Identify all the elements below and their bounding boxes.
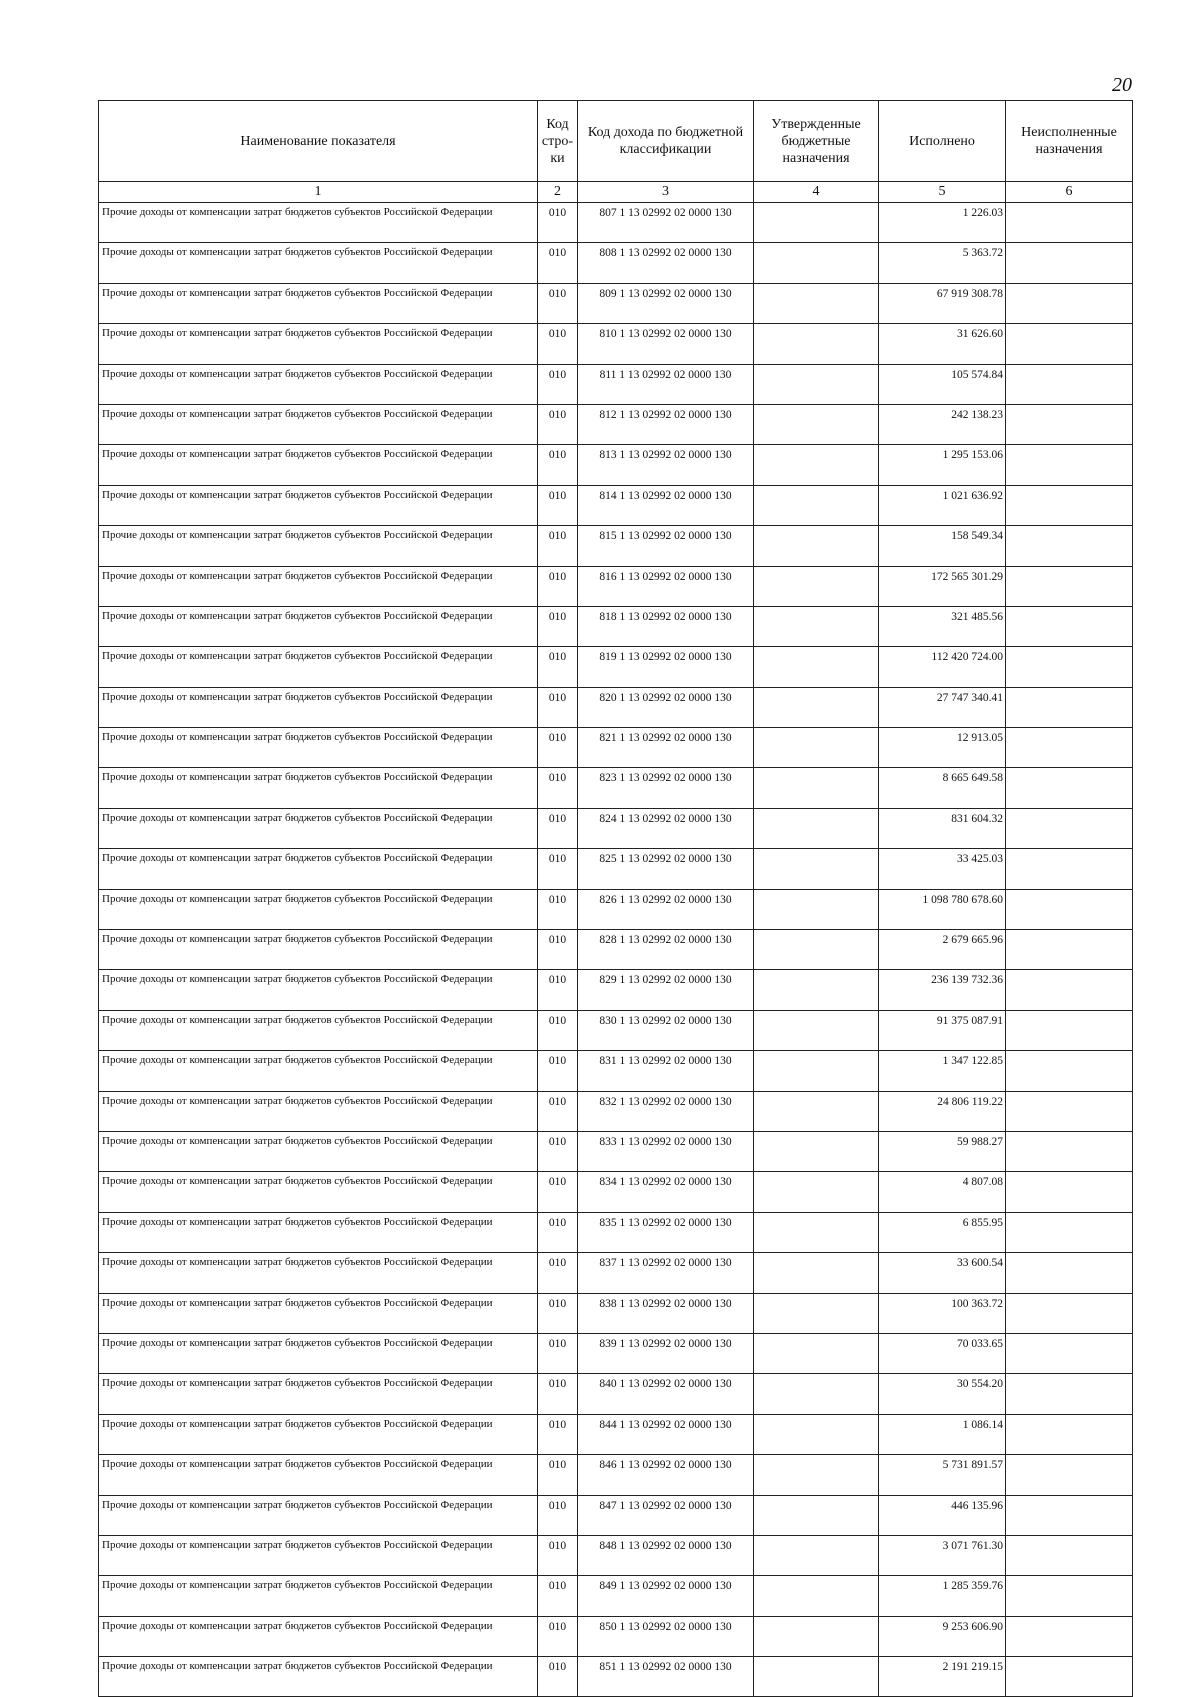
cell-unexecuted bbox=[1006, 930, 1133, 970]
cell-unexecuted bbox=[1006, 1131, 1133, 1171]
cell-unexecuted bbox=[1006, 1293, 1133, 1333]
table-row bbox=[99, 1657, 1133, 1697]
cell-executed: 2 679 665.96 bbox=[879, 930, 1006, 970]
table-row bbox=[99, 1131, 1133, 1171]
cell-unexecuted bbox=[1006, 1414, 1133, 1454]
cell-line-code: 010 bbox=[538, 1657, 578, 1697]
cell-unexecuted bbox=[1006, 606, 1133, 646]
cell-unexecuted bbox=[1006, 1212, 1133, 1252]
cell-income-code: 826 1 13 02992 02 0000 130 bbox=[578, 889, 754, 929]
cell-income-code: 821 1 13 02992 02 0000 130 bbox=[578, 728, 754, 768]
table-row bbox=[99, 1253, 1133, 1293]
cell-executed: 4 807.08 bbox=[879, 1172, 1006, 1212]
cell-line-code: 010 bbox=[538, 1253, 578, 1293]
cell-income-code: 834 1 13 02992 02 0000 130 bbox=[578, 1172, 754, 1212]
cell-executed: 5 363.72 bbox=[879, 243, 1006, 283]
cell-income-code: 829 1 13 02992 02 0000 130 bbox=[578, 970, 754, 1010]
cell-approved bbox=[754, 1495, 879, 1535]
cell-line-code: 010 bbox=[538, 808, 578, 848]
column-number: 2 bbox=[538, 182, 578, 203]
cell-line-code: 010 bbox=[538, 1172, 578, 1212]
cell-line-code: 010 bbox=[538, 283, 578, 323]
table-row bbox=[99, 1576, 1133, 1616]
cell-indicator-name: Прочие доходы от компенсации затрат бюджетов субъектов Российской Федерации bbox=[99, 808, 538, 848]
cell-approved bbox=[754, 324, 879, 364]
cell-executed: 446 135.96 bbox=[879, 1495, 1006, 1535]
table-row bbox=[99, 768, 1133, 808]
cell-line-code: 010 bbox=[538, 1576, 578, 1616]
cell-executed: 91 375 087.91 bbox=[879, 1010, 1006, 1050]
cell-unexecuted bbox=[1006, 808, 1133, 848]
cell-unexecuted bbox=[1006, 485, 1133, 525]
cell-income-code: 847 1 13 02992 02 0000 130 bbox=[578, 1495, 754, 1535]
cell-income-code: 813 1 13 02992 02 0000 130 bbox=[578, 445, 754, 485]
cell-line-code: 010 bbox=[538, 930, 578, 970]
cell-executed: 1 098 780 678.60 bbox=[879, 889, 1006, 929]
cell-unexecuted bbox=[1006, 324, 1133, 364]
cell-approved bbox=[754, 606, 879, 646]
cell-unexecuted bbox=[1006, 1051, 1133, 1091]
cell-executed: 100 363.72 bbox=[879, 1293, 1006, 1333]
cell-approved bbox=[754, 1131, 879, 1171]
cell-income-code: 819 1 13 02992 02 0000 130 bbox=[578, 647, 754, 687]
cell-unexecuted bbox=[1006, 1576, 1133, 1616]
cell-executed: 59 988.27 bbox=[879, 1131, 1006, 1171]
cell-indicator-name: Прочие доходы от компенсации затрат бюджетов субъектов Российской Федерации bbox=[99, 768, 538, 808]
table-row bbox=[99, 1374, 1133, 1414]
cell-unexecuted bbox=[1006, 526, 1133, 566]
cell-line-code: 010 bbox=[538, 687, 578, 727]
revenue-table bbox=[98, 100, 1133, 1697]
cell-approved bbox=[754, 364, 879, 404]
cell-approved bbox=[754, 1010, 879, 1050]
cell-approved bbox=[754, 1576, 879, 1616]
cell-unexecuted bbox=[1006, 1333, 1133, 1373]
cell-unexecuted bbox=[1006, 566, 1133, 606]
cell-unexecuted bbox=[1006, 1253, 1133, 1293]
column-number: 6 bbox=[1006, 182, 1133, 203]
cell-approved bbox=[754, 889, 879, 929]
table-row bbox=[99, 1333, 1133, 1373]
cell-approved bbox=[754, 728, 879, 768]
table-row bbox=[99, 808, 1133, 848]
cell-indicator-name: Прочие доходы от компенсации затрат бюджетов субъектов Российской Федерации bbox=[99, 283, 538, 323]
cell-indicator-name: Прочие доходы от компенсации затрат бюджетов субъектов Российской Федерации bbox=[99, 364, 538, 404]
cell-indicator-name: Прочие доходы от компенсации затрат бюджетов субъектов Российской Федерации bbox=[99, 566, 538, 606]
cell-income-code: 835 1 13 02992 02 0000 130 bbox=[578, 1212, 754, 1252]
table-row bbox=[99, 1535, 1133, 1575]
cell-approved bbox=[754, 203, 879, 243]
cell-approved bbox=[754, 808, 879, 848]
cell-approved bbox=[754, 1172, 879, 1212]
cell-indicator-name: Прочие доходы от компенсации затрат бюджетов субъектов Российской Федерации bbox=[99, 849, 538, 889]
cell-line-code: 010 bbox=[538, 324, 578, 364]
cell-unexecuted bbox=[1006, 243, 1133, 283]
cell-approved bbox=[754, 1414, 879, 1454]
column-number: 5 bbox=[879, 182, 1006, 203]
cell-executed: 9 253 606.90 bbox=[879, 1616, 1006, 1656]
header-line-code: Код стро-ки bbox=[538, 101, 578, 182]
header-unexecuted: Неисполненные назначения bbox=[1006, 101, 1133, 182]
cell-approved bbox=[754, 283, 879, 323]
cell-executed: 321 485.56 bbox=[879, 606, 1006, 646]
cell-income-code: 851 1 13 02992 02 0000 130 bbox=[578, 1657, 754, 1697]
cell-income-code: 838 1 13 02992 02 0000 130 bbox=[578, 1293, 754, 1333]
cell-approved bbox=[754, 1091, 879, 1131]
cell-executed: 1 226.03 bbox=[879, 203, 1006, 243]
cell-executed: 1 086.14 bbox=[879, 1414, 1006, 1454]
cell-indicator-name: Прочие доходы от компенсации затрат бюджетов субъектов Российской Федерации bbox=[99, 1172, 538, 1212]
cell-unexecuted bbox=[1006, 1091, 1133, 1131]
cell-income-code: 849 1 13 02992 02 0000 130 bbox=[578, 1576, 754, 1616]
cell-indicator-name: Прочие доходы от компенсации затрат бюджетов субъектов Российской Федерации bbox=[99, 324, 538, 364]
column-number: 3 bbox=[578, 182, 754, 203]
cell-indicator-name: Прочие доходы от компенсации затрат бюджетов субъектов Российской Федерации bbox=[99, 526, 538, 566]
cell-income-code: 833 1 13 02992 02 0000 130 bbox=[578, 1131, 754, 1171]
cell-indicator-name: Прочие доходы от компенсации затрат бюджетов субъектов Российской Федерации bbox=[99, 445, 538, 485]
cell-line-code: 010 bbox=[538, 1616, 578, 1656]
cell-line-code: 010 bbox=[538, 1293, 578, 1333]
cell-approved bbox=[754, 485, 879, 525]
cell-unexecuted bbox=[1006, 849, 1133, 889]
cell-executed: 8 665 649.58 bbox=[879, 768, 1006, 808]
cell-line-code: 010 bbox=[538, 1131, 578, 1171]
cell-income-code: 844 1 13 02992 02 0000 130 bbox=[578, 1414, 754, 1454]
cell-executed: 2 191 219.15 bbox=[879, 1657, 1006, 1697]
cell-line-code: 010 bbox=[538, 1535, 578, 1575]
cell-line-code: 010 bbox=[538, 1091, 578, 1131]
table-row bbox=[99, 930, 1133, 970]
cell-executed: 1 285 359.76 bbox=[879, 1576, 1006, 1616]
cell-line-code: 010 bbox=[538, 1051, 578, 1091]
cell-income-code: 830 1 13 02992 02 0000 130 bbox=[578, 1010, 754, 1050]
table-row bbox=[99, 203, 1133, 243]
cell-line-code: 010 bbox=[538, 647, 578, 687]
cell-line-code: 010 bbox=[538, 1212, 578, 1252]
cell-unexecuted bbox=[1006, 647, 1133, 687]
cell-unexecuted bbox=[1006, 687, 1133, 727]
cell-executed: 172 565 301.29 bbox=[879, 566, 1006, 606]
cell-approved bbox=[754, 768, 879, 808]
cell-income-code: 840 1 13 02992 02 0000 130 bbox=[578, 1374, 754, 1414]
cell-executed: 105 574.84 bbox=[879, 364, 1006, 404]
cell-line-code: 010 bbox=[538, 485, 578, 525]
cell-indicator-name: Прочие доходы от компенсации затрат бюджетов субъектов Российской Федерации bbox=[99, 1414, 538, 1454]
cell-indicator-name: Прочие доходы от компенсации затрат бюджетов субъектов Российской Федерации bbox=[99, 970, 538, 1010]
cell-line-code: 010 bbox=[538, 243, 578, 283]
cell-line-code: 010 bbox=[538, 203, 578, 243]
cell-executed: 158 549.34 bbox=[879, 526, 1006, 566]
cell-line-code: 010 bbox=[538, 1495, 578, 1535]
table-row bbox=[99, 1414, 1133, 1454]
cell-indicator-name: Прочие доходы от компенсации затрат бюджетов субъектов Российской Федерации bbox=[99, 728, 538, 768]
table-row bbox=[99, 970, 1133, 1010]
cell-income-code: 807 1 13 02992 02 0000 130 bbox=[578, 203, 754, 243]
cell-line-code: 010 bbox=[538, 849, 578, 889]
cell-line-code: 010 bbox=[538, 566, 578, 606]
cell-executed: 1 295 153.06 bbox=[879, 445, 1006, 485]
cell-indicator-name: Прочие доходы от компенсации затрат бюджетов субъектов Российской Федерации bbox=[99, 1616, 538, 1656]
table-row bbox=[99, 283, 1133, 323]
cell-income-code: 825 1 13 02992 02 0000 130 bbox=[578, 849, 754, 889]
table-row bbox=[99, 1616, 1133, 1656]
header-income-code: Код дохода по бюджетной классификации bbox=[578, 101, 754, 182]
cell-unexecuted bbox=[1006, 889, 1133, 929]
cell-indicator-name: Прочие доходы от компенсации затрат бюджетов субъектов Российской Федерации bbox=[99, 1374, 538, 1414]
table-row bbox=[99, 445, 1133, 485]
cell-indicator-name: Прочие доходы от компенсации затрат бюджетов субъектов Российской Федерации bbox=[99, 485, 538, 525]
cell-executed: 67 919 308.78 bbox=[879, 283, 1006, 323]
cell-executed: 24 806 119.22 bbox=[879, 1091, 1006, 1131]
cell-approved bbox=[754, 445, 879, 485]
cell-approved bbox=[754, 1051, 879, 1091]
cell-indicator-name: Прочие доходы от компенсации затрат бюджетов субъектов Российской Федерации bbox=[99, 1253, 538, 1293]
cell-executed: 6 855.95 bbox=[879, 1212, 1006, 1252]
header-indicator-name: Наименование показателя bbox=[99, 101, 538, 182]
cell-income-code: 850 1 13 02992 02 0000 130 bbox=[578, 1616, 754, 1656]
cell-executed: 31 626.60 bbox=[879, 324, 1006, 364]
cell-unexecuted bbox=[1006, 728, 1133, 768]
cell-indicator-name: Прочие доходы от компенсации затрат бюджетов субъектов Российской Федерации bbox=[99, 687, 538, 727]
table-row bbox=[99, 324, 1133, 364]
cell-executed: 33 600.54 bbox=[879, 1253, 1006, 1293]
table-row bbox=[99, 1051, 1133, 1091]
cell-line-code: 010 bbox=[538, 889, 578, 929]
table-row bbox=[99, 364, 1133, 404]
table-row bbox=[99, 1010, 1133, 1050]
cell-income-code: 818 1 13 02992 02 0000 130 bbox=[578, 606, 754, 646]
cell-approved bbox=[754, 566, 879, 606]
cell-line-code: 010 bbox=[538, 364, 578, 404]
cell-executed: 1 021 636.92 bbox=[879, 485, 1006, 525]
cell-unexecuted bbox=[1006, 1657, 1133, 1697]
table-row bbox=[99, 889, 1133, 929]
cell-approved bbox=[754, 243, 879, 283]
cell-unexecuted bbox=[1006, 203, 1133, 243]
cell-approved bbox=[754, 526, 879, 566]
cell-unexecuted bbox=[1006, 283, 1133, 323]
header-executed: Исполнено bbox=[879, 101, 1006, 182]
cell-approved bbox=[754, 1253, 879, 1293]
cell-approved bbox=[754, 1657, 879, 1697]
cell-approved bbox=[754, 404, 879, 444]
cell-unexecuted bbox=[1006, 768, 1133, 808]
table-row bbox=[99, 728, 1133, 768]
table-row bbox=[99, 1172, 1133, 1212]
cell-executed: 27 747 340.41 bbox=[879, 687, 1006, 727]
cell-unexecuted bbox=[1006, 970, 1133, 1010]
table-header bbox=[99, 101, 1133, 203]
cell-unexecuted bbox=[1006, 404, 1133, 444]
cell-indicator-name: Прочие доходы от компенсации затрат бюджетов субъектов Российской Федерации bbox=[99, 606, 538, 646]
table-body bbox=[99, 203, 1133, 1697]
cell-indicator-name: Прочие доходы от компенсации затрат бюджетов субъектов Российской Федерации bbox=[99, 1657, 538, 1697]
cell-income-code: 810 1 13 02992 02 0000 130 bbox=[578, 324, 754, 364]
cell-indicator-name: Прочие доходы от компенсации затрат бюджетов субъектов Российской Федерации bbox=[99, 1051, 538, 1091]
cell-line-code: 010 bbox=[538, 1010, 578, 1050]
table-row bbox=[99, 1293, 1133, 1333]
cell-unexecuted bbox=[1006, 1535, 1133, 1575]
table-row bbox=[99, 647, 1133, 687]
cell-unexecuted bbox=[1006, 1455, 1133, 1495]
cell-line-code: 010 bbox=[538, 970, 578, 1010]
table-row bbox=[99, 606, 1133, 646]
table-row bbox=[99, 1455, 1133, 1495]
cell-unexecuted bbox=[1006, 1010, 1133, 1050]
cell-executed: 3 071 761.30 bbox=[879, 1535, 1006, 1575]
cell-indicator-name: Прочие доходы от компенсации затрат бюджетов субъектов Российской Федерации bbox=[99, 404, 538, 444]
cell-executed: 1 347 122.85 bbox=[879, 1051, 1006, 1091]
table-row bbox=[99, 566, 1133, 606]
cell-income-code: 815 1 13 02992 02 0000 130 bbox=[578, 526, 754, 566]
cell-line-code: 010 bbox=[538, 606, 578, 646]
cell-approved bbox=[754, 1293, 879, 1333]
cell-executed: 112 420 724.00 bbox=[879, 647, 1006, 687]
cell-approved bbox=[754, 1333, 879, 1373]
cell-line-code: 010 bbox=[538, 1414, 578, 1454]
cell-unexecuted bbox=[1006, 445, 1133, 485]
cell-executed: 30 554.20 bbox=[879, 1374, 1006, 1414]
table-row bbox=[99, 485, 1133, 525]
table-row bbox=[99, 1091, 1133, 1131]
cell-indicator-name: Прочие доходы от компенсации затрат бюджетов субъектов Российской Федерации bbox=[99, 203, 538, 243]
cell-income-code: 820 1 13 02992 02 0000 130 bbox=[578, 687, 754, 727]
cell-income-code: 832 1 13 02992 02 0000 130 bbox=[578, 1091, 754, 1131]
cell-executed: 33 425.03 bbox=[879, 849, 1006, 889]
cell-income-code: 814 1 13 02992 02 0000 130 bbox=[578, 485, 754, 525]
cell-line-code: 010 bbox=[538, 445, 578, 485]
cell-approved bbox=[754, 1455, 879, 1495]
cell-income-code: 808 1 13 02992 02 0000 130 bbox=[578, 243, 754, 283]
cell-approved bbox=[754, 849, 879, 889]
cell-indicator-name: Прочие доходы от компенсации затрат бюджетов субъектов Российской Федерации bbox=[99, 1212, 538, 1252]
cell-income-code: 846 1 13 02992 02 0000 130 bbox=[578, 1455, 754, 1495]
cell-income-code: 837 1 13 02992 02 0000 130 bbox=[578, 1253, 754, 1293]
cell-approved bbox=[754, 1212, 879, 1252]
table-row bbox=[99, 526, 1133, 566]
cell-income-code: 839 1 13 02992 02 0000 130 bbox=[578, 1333, 754, 1373]
cell-indicator-name: Прочие доходы от компенсации затрат бюджетов субъектов Российской Федерации bbox=[99, 1131, 538, 1171]
cell-unexecuted bbox=[1006, 1172, 1133, 1212]
cell-line-code: 010 bbox=[538, 768, 578, 808]
cell-indicator-name: Прочие доходы от компенсации затрат бюджетов субъектов Российской Федерации bbox=[99, 647, 538, 687]
cell-unexecuted bbox=[1006, 1495, 1133, 1535]
cell-approved bbox=[754, 930, 879, 970]
cell-indicator-name: Прочие доходы от компенсации затрат бюджетов субъектов Российской Федерации bbox=[99, 1495, 538, 1535]
table-row bbox=[99, 243, 1133, 283]
cell-income-code: 809 1 13 02992 02 0000 130 bbox=[578, 283, 754, 323]
cell-indicator-name: Прочие доходы от компенсации затрат бюджетов субъектов Российской Федерации bbox=[99, 889, 538, 929]
cell-executed: 70 033.65 bbox=[879, 1333, 1006, 1373]
cell-executed: 5 731 891.57 bbox=[879, 1455, 1006, 1495]
cell-indicator-name: Прочие доходы от компенсации затрат бюджетов субъектов Российской Федерации bbox=[99, 1010, 538, 1050]
table-row bbox=[99, 687, 1133, 727]
cell-income-code: 828 1 13 02992 02 0000 130 bbox=[578, 930, 754, 970]
table-row bbox=[99, 404, 1133, 444]
table-row bbox=[99, 1212, 1133, 1252]
cell-approved bbox=[754, 1535, 879, 1575]
cell-executed: 12 913.05 bbox=[879, 728, 1006, 768]
cell-indicator-name: Прочие доходы от компенсации затрат бюджетов субъектов Российской Федерации bbox=[99, 1535, 538, 1575]
cell-line-code: 010 bbox=[538, 1333, 578, 1373]
cell-line-code: 010 bbox=[538, 404, 578, 444]
cell-line-code: 010 bbox=[538, 1374, 578, 1414]
cell-line-code: 010 bbox=[538, 526, 578, 566]
cell-line-code: 010 bbox=[538, 728, 578, 768]
cell-approved bbox=[754, 970, 879, 1010]
cell-indicator-name: Прочие доходы от компенсации затрат бюджетов субъектов Российской Федерации bbox=[99, 243, 538, 283]
cell-income-code: 848 1 13 02992 02 0000 130 bbox=[578, 1535, 754, 1575]
cell-indicator-name: Прочие доходы от компенсации затрат бюджетов субъектов Российской Федерации bbox=[99, 1293, 538, 1333]
cell-income-code: 811 1 13 02992 02 0000 130 bbox=[578, 364, 754, 404]
cell-approved bbox=[754, 1374, 879, 1414]
cell-indicator-name: Прочие доходы от компенсации затрат бюджетов субъектов Российской Федерации bbox=[99, 1333, 538, 1373]
cell-approved bbox=[754, 687, 879, 727]
cell-income-code: 824 1 13 02992 02 0000 130 bbox=[578, 808, 754, 848]
cell-executed: 236 139 732.36 bbox=[879, 970, 1006, 1010]
cell-approved bbox=[754, 647, 879, 687]
cell-income-code: 816 1 13 02992 02 0000 130 bbox=[578, 566, 754, 606]
cell-approved bbox=[754, 1616, 879, 1656]
column-number: 1 bbox=[99, 182, 538, 203]
cell-income-code: 812 1 13 02992 02 0000 130 bbox=[578, 404, 754, 444]
cell-income-code: 823 1 13 02992 02 0000 130 bbox=[578, 768, 754, 808]
cell-indicator-name: Прочие доходы от компенсации затрат бюджетов субъектов Российской Федерации bbox=[99, 1455, 538, 1495]
column-number: 4 bbox=[754, 182, 879, 203]
cell-indicator-name: Прочие доходы от компенсации затрат бюджетов субъектов Российской Федерации bbox=[99, 930, 538, 970]
header-approved: Утвержденные бюджетные назначения bbox=[754, 101, 879, 182]
page-number: 20 bbox=[1112, 74, 1132, 96]
table-row bbox=[99, 1495, 1133, 1535]
cell-line-code: 010 bbox=[538, 1455, 578, 1495]
cell-income-code: 831 1 13 02992 02 0000 130 bbox=[578, 1051, 754, 1091]
table-row bbox=[99, 849, 1133, 889]
cell-unexecuted bbox=[1006, 1616, 1133, 1656]
cell-indicator-name: Прочие доходы от компенсации затрат бюджетов субъектов Российской Федерации bbox=[99, 1091, 538, 1131]
cell-executed: 831 604.32 bbox=[879, 808, 1006, 848]
cell-unexecuted bbox=[1006, 1374, 1133, 1414]
cell-executed: 242 138.23 bbox=[879, 404, 1006, 444]
cell-unexecuted bbox=[1006, 364, 1133, 404]
cell-indicator-name: Прочие доходы от компенсации затрат бюджетов субъектов Российской Федерации bbox=[99, 1576, 538, 1616]
